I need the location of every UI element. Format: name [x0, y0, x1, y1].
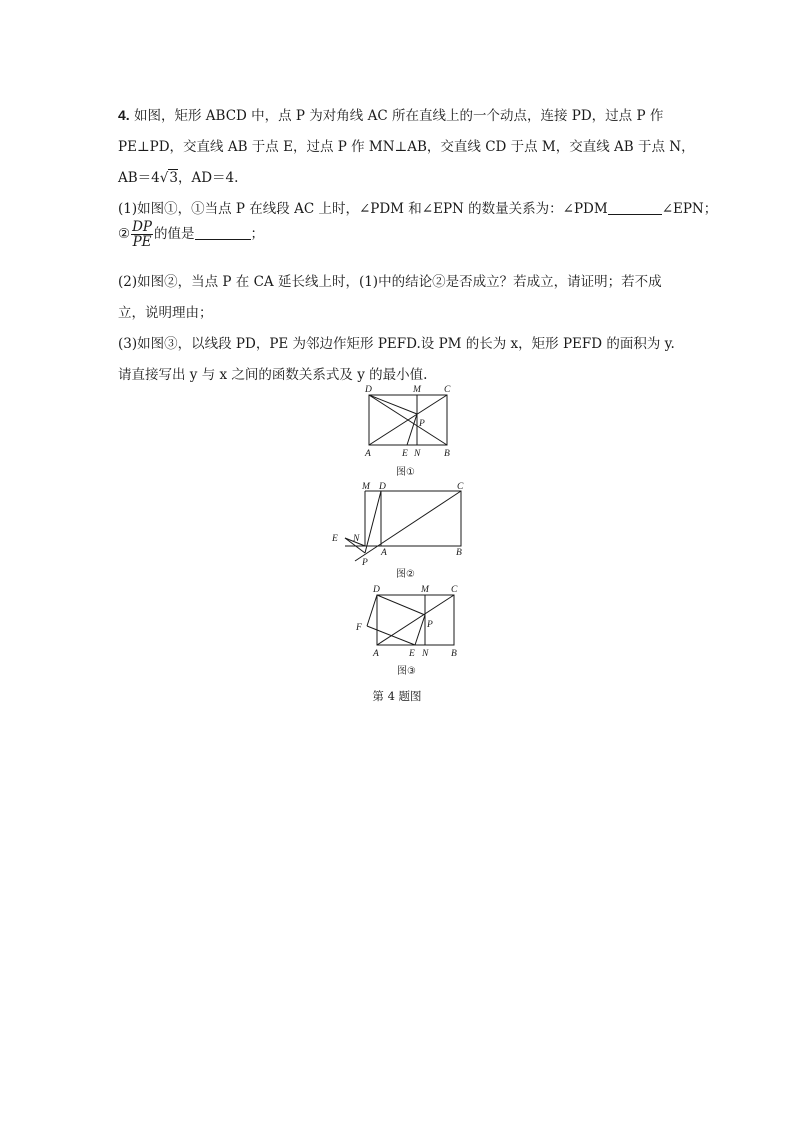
label-c: C	[457, 482, 464, 492]
label-a: A	[365, 449, 371, 459]
label-e: E	[409, 649, 415, 659]
fraction-numerator: DP	[132, 219, 153, 235]
segment-fe	[367, 626, 415, 645]
ab-value-prefix: AB＝4	[118, 170, 160, 186]
problem-text-line-1: 如图，矩形 ABCD 中，点 P 为对角线 AC 所在直线上的一个动点，连接 PD，过点 P 作	[133, 108, 664, 124]
figure-1-diagram	[355, 383, 465, 479]
problem-line-1	[118, 104, 663, 124]
label-d: D	[379, 482, 386, 492]
label-m: M	[362, 482, 370, 492]
label-d: D	[373, 585, 380, 595]
figure-3-diagram	[350, 583, 465, 683]
answer-blank-2[interactable]	[195, 227, 251, 240]
label-n: N	[422, 649, 429, 659]
figure-2	[325, 483, 475, 587]
problem-number: 4.	[118, 107, 130, 123]
part-3-line-2: 请直接写出 y 与 x 之间的函数关系式及 y 的最小值.	[118, 367, 428, 383]
label-p: P	[419, 419, 425, 429]
part-1-2-line	[118, 220, 264, 249]
figure-3	[350, 583, 465, 687]
figure-1	[355, 383, 465, 483]
segment-pd	[369, 395, 417, 414]
segment-pe	[407, 414, 417, 445]
label-b: B	[444, 449, 450, 459]
part-1-2-text: 的值是	[154, 226, 195, 242]
label-d: D	[365, 385, 372, 395]
label-c: C	[444, 385, 451, 395]
part-2-line-2: 立，说明理由；	[118, 305, 213, 321]
label-m: M	[421, 585, 429, 595]
figure-3-caption: 图③	[397, 666, 416, 677]
figure-1-caption: 图①	[396, 467, 415, 478]
label-c: C	[451, 585, 458, 595]
part-1-text-end: ∠EPN；	[661, 201, 718, 217]
ad-value: ，AD＝4.	[177, 170, 239, 186]
label-n: N	[414, 449, 421, 459]
label-n: N	[353, 534, 360, 544]
part-2-line-1: (2)如图②，当点 P 在 CA 延长线上时，(1)中的结论②是否成立？若成立，请证明；若不成	[118, 274, 662, 290]
figure-2-caption: 图②	[396, 569, 415, 580]
part-1-text: (1)如图①，①当点 P 在线段 AC 上时，∠PDM 和∠EPN 的数量关系为：∠PDM	[118, 201, 608, 217]
label-b: B	[451, 649, 457, 659]
part-1-line	[118, 197, 717, 217]
label-a: A	[381, 548, 387, 558]
diagonal-ac	[377, 595, 454, 645]
fraction-denominator: PE	[132, 234, 152, 250]
label-m: M	[413, 385, 421, 395]
label-p: P	[427, 620, 433, 630]
circle-2-marker: ②	[118, 226, 131, 242]
label-e: E	[332, 534, 338, 544]
segment-pd	[377, 595, 425, 615]
label-p: P	[362, 558, 368, 568]
sqrt-radicand: 3	[169, 170, 178, 186]
part-3-line-1: (3)如图③，以线段 PD，PE 为邻边作矩形 PEFD.设 PM 的长为 x，矩形 PEFD 的面积为 y.	[118, 336, 675, 352]
fraction-dp-pe	[131, 220, 153, 249]
part-1-2-end: ；	[250, 226, 265, 242]
line-ca-extended	[355, 491, 461, 561]
label-f: F	[356, 623, 362, 633]
figure-group-caption: 第 4 题图	[372, 689, 422, 703]
problem-line-3: AB＝4√3，AD＝4.	[118, 170, 239, 186]
label-b: B	[456, 548, 462, 558]
segment-df	[367, 595, 377, 626]
problem-line-2: PE⊥PD，交直线 AB 于点 E，过点 P 作 MN⊥AB，交直线 CD 于点 M，交直线 AB 于点 N，	[118, 139, 695, 155]
segment-pd	[365, 491, 381, 553]
figure-2-diagram	[325, 483, 475, 583]
answer-blank-1[interactable]	[608, 202, 662, 215]
label-a: A	[373, 649, 379, 659]
label-e: E	[402, 449, 408, 459]
